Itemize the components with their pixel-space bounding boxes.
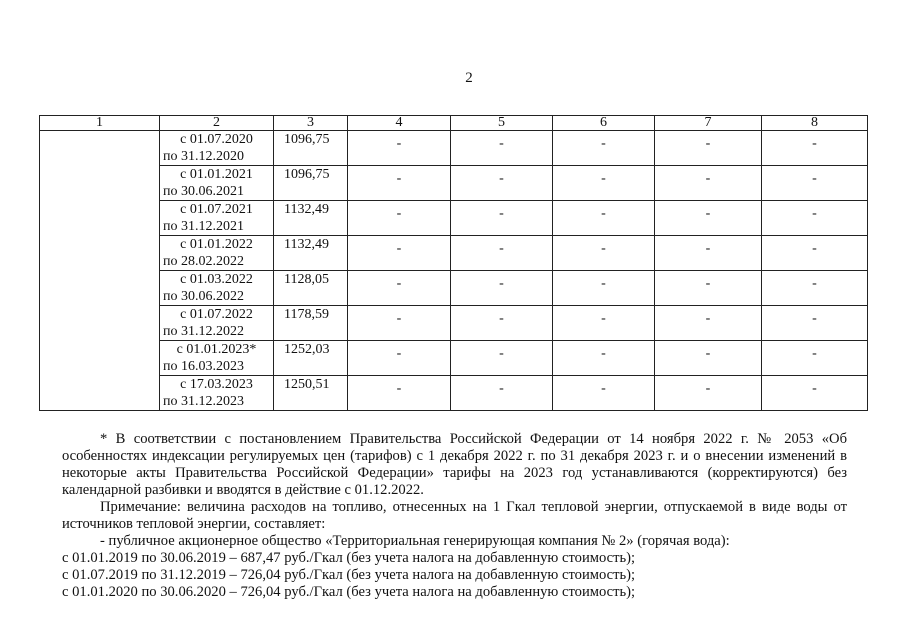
period-cell [160,236,274,271]
table-row [40,131,868,166]
dash-cell: - [451,341,553,376]
dash-cell: - [655,376,762,411]
tariff-table [39,115,868,411]
tariff-value: 1250,51 [274,376,348,411]
table-row [40,306,868,341]
column-header: 5 [451,116,553,131]
dash-cell: - [451,271,553,306]
period-cell [160,271,274,306]
dash-cell: - [553,306,655,341]
dash-cell: - [451,166,553,201]
period-to: по 30.06.2022 [163,289,244,304]
period-cell [160,376,274,411]
period-to: по 30.06.2021 [163,184,244,199]
period-to: по 31.12.2021 [163,219,244,234]
note-line: с 01.07.2019 по 31.12.2019 – 726,04 руб./Гкал (без учета налога на добавленную стоимость); [62,567,636,583]
dash-cell: - [553,166,655,201]
table-row [40,201,868,236]
period-to: по 31.12.2022 [163,324,244,339]
period-cell [160,341,274,376]
dash-cell: - [762,166,868,201]
period-from: с 17.03.2023 [180,377,253,392]
dash-cell: - [348,306,451,341]
note-line: - публичное акционерное общество «Территориальная генерирующая компания № 2» (горячая вода): [100,533,730,549]
period-cell [160,201,274,236]
dash-cell: - [553,201,655,236]
column-header: 6 [553,116,655,131]
period-cell [160,166,274,201]
table-row [40,376,868,411]
period-from: с 01.01.2023* [176,342,257,357]
table-row [40,341,868,376]
page-number: 2 [465,70,473,86]
tariff-value: 1132,49 [274,201,348,236]
dash-cell: - [553,341,655,376]
dash-cell: - [348,271,451,306]
dash-cell: - [451,306,553,341]
dash-cell: - [762,306,868,341]
dash-cell: - [348,341,451,376]
period-from: с 01.07.2021 [180,202,253,217]
table-row [40,166,868,201]
period-from: с 01.01.2021 [180,167,253,182]
notes-section [62,431,847,601]
period-to: по 16.03.2023 [163,359,244,374]
period-from: с 01.07.2020 [180,132,253,147]
dash-cell: - [553,236,655,271]
dash-cell: - [762,341,868,376]
dash-cell: - [655,131,762,166]
tariff-value: 1128,05 [274,271,348,306]
dash-cell: - [348,236,451,271]
column-header: 2 [160,116,274,131]
period-to: по 31.12.2023 [163,394,244,409]
dash-cell: - [451,236,553,271]
dash-cell: - [655,236,762,271]
dash-cell: - [655,271,762,306]
note-line: с 01.01.2019 по 30.06.2019 – 687,47 руб./Гкал (без учета налога на добавленную стоимость); [62,550,636,566]
period-from: с 01.07.2022 [180,307,253,322]
tariff-value: 1178,59 [274,306,348,341]
tariff-value: 1252,03 [274,341,348,376]
dash-cell: - [655,166,762,201]
column-header: 3 [274,116,348,131]
period-to: по 28.02.2022 [163,254,244,269]
period-cell [160,131,274,166]
dash-cell: - [762,201,868,236]
dash-cell: - [348,376,451,411]
tariff-value: 1132,49 [274,236,348,271]
period-from: с 01.01.2022 [180,237,253,252]
period-cell [160,306,274,341]
dash-cell: - [348,131,451,166]
dash-cell: - [451,131,553,166]
note-paragraph: Примечание: величина расходов на топливо, отнесенных на 1 Гкал тепловой энергии, отпускаемой в виде воды от источников тепловой энергии, составляет: [62,499,847,532]
table-row [40,236,868,271]
table-row [40,271,868,306]
empty-cell [40,131,160,411]
dash-cell: - [553,271,655,306]
column-header: 1 [40,116,160,131]
column-header: 7 [655,116,762,131]
dash-cell: - [348,166,451,201]
column-header: 4 [348,116,451,131]
table-header-row [40,116,868,131]
column-header: 8 [762,116,868,131]
dash-cell: - [762,131,868,166]
dash-cell: - [451,201,553,236]
dash-cell: - [348,201,451,236]
footnote: * В соответствии с постановлением Правительства Российской Федерации от 14 ноября 2022 г. № 2053 «Об особенностях индексации регулируемых цен (тарифов) с 1 декабря 2022 г. по 31 декабря 2023 г. и о внесении изменений в некоторые акты Правительства Российской Федерации» тарифы на 2023 год устанавливаются (корректируются) без календарной разбивки и вводятся в действие с 01.12.2022. [62,431,847,498]
tariff-value: 1096,75 [274,166,348,201]
table-body [40,116,868,411]
dash-cell: - [762,271,868,306]
dash-cell: - [762,236,868,271]
dash-cell: - [655,341,762,376]
dash-cell: - [655,201,762,236]
period-from: с 01.03.2022 [180,272,253,287]
dash-cell: - [553,376,655,411]
period-to: по 31.12.2020 [163,149,244,164]
tariff-value: 1096,75 [274,131,348,166]
dash-cell: - [762,376,868,411]
dash-cell: - [553,131,655,166]
dash-cell: - [655,306,762,341]
dash-cell: - [451,376,553,411]
note-line: с 01.01.2020 по 30.06.2020 – 726,04 руб./Гкал (без учета налога на добавленную стоимость); [62,584,636,600]
